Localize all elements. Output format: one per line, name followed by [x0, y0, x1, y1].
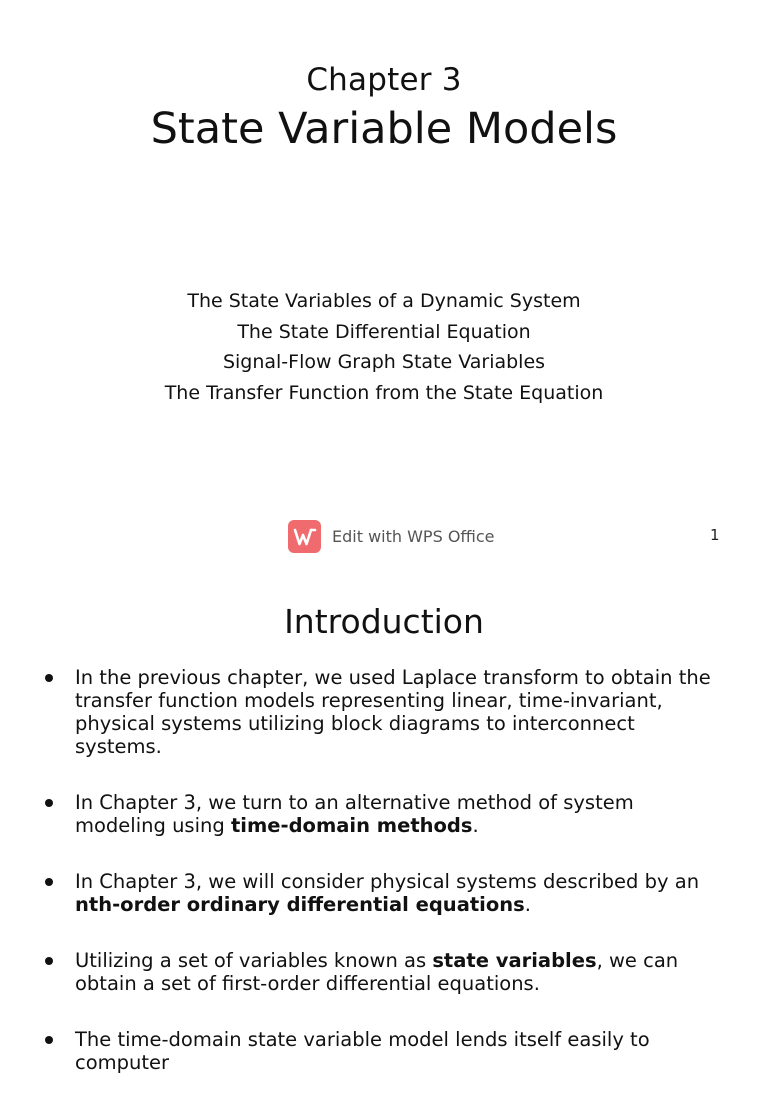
bullet-text: .	[472, 814, 479, 837]
slide-title: State Variable Models	[150, 104, 618, 154]
list-item	[0, 666, 768, 758]
bullet-text: In Chapter 3, we turn to an alternative method of system modeling using	[75, 791, 634, 837]
bullet-text: In the previous chapter, we used Laplace transform to obtain the transfer function models representing linear, time-invariant, physical systems utilizing block diagrams to interconnect systems.	[75, 666, 711, 758]
bullet-icon	[45, 799, 53, 807]
intro-title: Introduction	[284, 602, 484, 641]
bullet-emphasis: nth-order ordinary differential equations	[75, 893, 525, 916]
bullet-icon	[45, 957, 53, 965]
page-number: 1	[710, 526, 720, 544]
bullet-list	[0, 666, 768, 1107]
topic-item: The State Differential Equation	[237, 320, 531, 343]
bullet-icon	[45, 878, 53, 886]
badge-label: Edit with WPS Office	[332, 527, 495, 546]
bullet-text: Utilizing a set of variables known as	[75, 949, 433, 972]
bullet-emphasis: time-domain methods	[230, 814, 473, 837]
bullet-icon	[45, 674, 53, 682]
bullet-icon	[45, 1036, 53, 1044]
topic-item: The State Variables of a Dynamic System	[187, 290, 581, 312]
chapter-label: Chapter 3	[306, 62, 462, 98]
list-item	[0, 791, 768, 837]
wps-logo-icon	[288, 520, 321, 553]
list-item	[0, 870, 768, 916]
topic-list	[0, 286, 768, 408]
bullet-text: The time-domain state variable model lends itself easily to computer	[75, 1028, 650, 1074]
edit-with-wps-badge[interactable]	[288, 520, 495, 553]
bullet-text: In Chapter 3, we will consider physical systems described by an	[75, 870, 700, 893]
topic-item: The Transfer Function from the State Equation	[164, 381, 604, 404]
bullet-text: , we can obtain a set of first-order differential equations.	[75, 949, 679, 995]
introduction-slide	[0, 576, 768, 1074]
bullet-emphasis: state variables	[432, 949, 597, 972]
list-item	[0, 949, 768, 995]
topic-item: Signal-Flow Graph State Variables	[222, 351, 546, 373]
list-item	[0, 1028, 768, 1074]
bullet-text: .	[524, 893, 531, 916]
